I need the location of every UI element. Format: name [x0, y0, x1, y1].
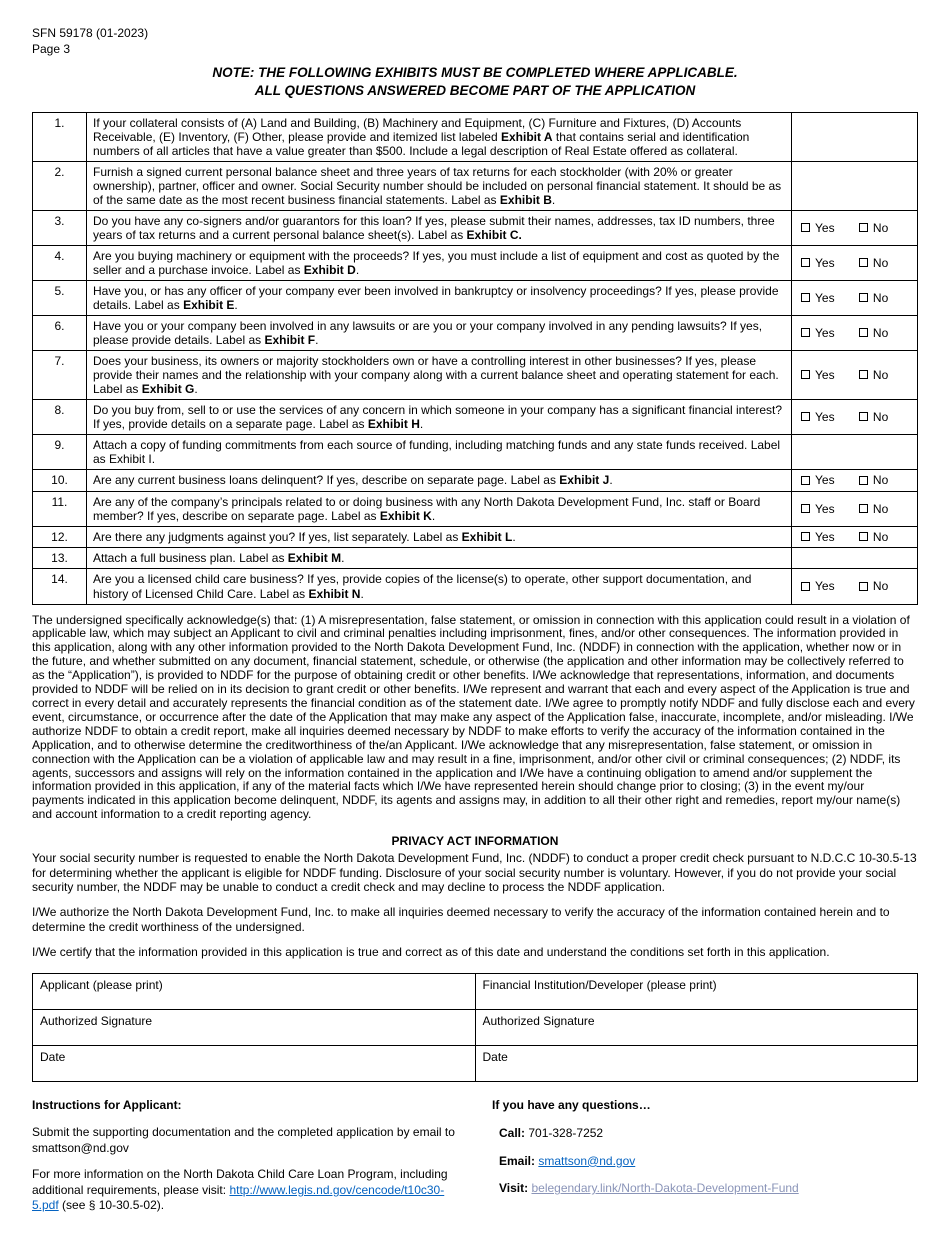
row-text: Are you a licensed child care business? If yes, provide copies of the license(s) to operate, other support documentation, and history of Licensed Child Care. Label as Exhibit N.: [87, 569, 792, 604]
privacy-paragraph-1: Your social security number is requested to enable the North Dakota Development Fund, Inc. (NDDF) to conduct a proper credit check pursuant to N.D.C.C 10-30.5-13 for determining whether the applicant is eligible for NDDF funding. Disclosure of your social security number is voluntary. However, if you do not provide your social security number, the NDDF may be unable to conduct a credit check and may decline to process the NDDF application.: [32, 851, 917, 894]
table-row: [33, 470, 918, 492]
yes-option[interactable]: [801, 291, 835, 305]
yes-option-label: Yes: [815, 529, 835, 544]
row-number: 5.: [33, 280, 87, 315]
row-text: Attach a copy of funding commitments from each source of funding, including matching funds and any state funds received. Label as Exhibit I.: [87, 435, 792, 470]
note-banner: [32, 64, 918, 100]
field-label: Authorized Signature: [40, 1014, 153, 1029]
checkbox-unchecked-icon[interactable]: [859, 504, 868, 513]
checkbox-unchecked-icon[interactable]: [859, 582, 868, 591]
financial-institution-print-field[interactable]: [475, 974, 918, 1010]
row-text: Have you or your company been involved in any lawsuits or are you or your company involved in any pending lawsuits? If yes, please provide details. Label as Exhibit F.: [87, 316, 792, 351]
yes-option[interactable]: [801, 410, 835, 424]
row-text: Do you buy from, sell to or use the services of any concern in which someone in your company has a significant financial interest? If yes, provide details on a separate page. Label as Exhibit H.: [87, 400, 792, 435]
field-label: Financial Institution/Developer (please print): [482, 978, 717, 993]
field-label: Applicant (please print): [40, 978, 163, 993]
phone-number: 701-328-7252: [528, 1126, 604, 1141]
table-row: [33, 491, 918, 526]
questions-section: [490, 1098, 918, 1214]
yes-option-label: Yes: [815, 290, 835, 305]
email-line: [492, 1154, 918, 1170]
email-link[interactable]: smattson@nd.gov: [538, 1153, 636, 1168]
yesno-cell: [792, 161, 918, 210]
applicant-print-field[interactable]: [33, 974, 476, 1010]
questions-heading: If you have any questions…: [492, 1098, 651, 1113]
table-row: [33, 974, 918, 1010]
instructions-section: [32, 1098, 490, 1214]
yes-option-label: Yes: [815, 473, 835, 488]
no-option-label: No: [872, 409, 889, 424]
checkbox-unchecked-icon[interactable]: [859, 370, 868, 379]
call-label: Call:: [499, 1126, 526, 1141]
yesno-cell: [792, 351, 918, 400]
yes-option-label: Yes: [815, 409, 835, 424]
yes-option[interactable]: [801, 256, 835, 270]
yes-option[interactable]: [801, 530, 835, 544]
table-row: [33, 569, 918, 604]
checkbox-unchecked-icon[interactable]: [801, 370, 810, 379]
visit-link[interactable]: belegendary.link/North-Dakota-Development-Fund: [531, 1181, 799, 1196]
yesno-cell: [792, 491, 918, 526]
checkbox-unchecked-icon[interactable]: [859, 532, 868, 541]
field-label: Date: [40, 1050, 66, 1065]
yes-option[interactable]: [801, 221, 835, 235]
no-option-label: No: [872, 367, 889, 382]
visit-line: [492, 1181, 918, 1197]
applicant-signature-field[interactable]: [33, 1010, 476, 1046]
yes-option-label: Yes: [815, 501, 835, 516]
note-line-1: NOTE: THE FOLLOWING EXHIBITS MUST BE COMPLETED WHERE APPLICABLE.: [212, 65, 738, 81]
table-row: [33, 210, 918, 245]
no-option-label: No: [872, 473, 889, 488]
yesno-cell: [792, 112, 918, 161]
yesno-cell: [792, 245, 918, 280]
row-text: Are any of the company’s principals related to or doing business with any North Dakota Development Fund, Inc. staff or Board member? If yes, describe on separate page. Label as Exhibit K.: [87, 491, 792, 526]
row-number: 4.: [33, 245, 87, 280]
yesno-cell: [792, 210, 918, 245]
no-option-label: No: [872, 220, 889, 235]
page-number: Page 3: [32, 41, 71, 56]
instructions-paragraph-1: Submit the supporting documentation and the completed application by email to smattson@nd.gov: [32, 1125, 455, 1155]
table-row: [33, 351, 918, 400]
instructions-paragraph-2-text: For more information on the North Dakota Child Care Loan Program, including additional requirements, please visit:: [32, 1167, 448, 1197]
form-number: SFN 59178 (01-2023): [32, 26, 149, 40]
applicant-date-field[interactable]: [33, 1046, 476, 1082]
note-line-2: ALL QUESTIONS ANSWERED BECOME PART OF THE APPLICATION: [254, 83, 696, 99]
no-option[interactable]: [859, 410, 888, 424]
yes-option-label: Yes: [815, 325, 835, 340]
no-option[interactable]: [859, 473, 888, 487]
checkbox-unchecked-icon[interactable]: [859, 476, 868, 485]
yesno-cell: [792, 400, 918, 435]
table-row: [33, 316, 918, 351]
call-line: [492, 1126, 918, 1142]
checkbox-unchecked-icon[interactable]: [859, 328, 868, 337]
row-text: Furnish a signed current personal balance sheet and three years of tax returns for each stockholder (with 20% or greater ownership), partner, officer and owner. Social Security number should be included on personal financial statement. It should be as of the same date as the most recent business financial statements. Label as Exhibit B.: [87, 161, 792, 210]
no-option[interactable]: [859, 326, 888, 340]
checkbox-unchecked-icon[interactable]: [801, 258, 810, 267]
yesno-cell: [792, 316, 918, 351]
checkbox-unchecked-icon[interactable]: [801, 476, 810, 485]
no-option-label: No: [872, 290, 889, 305]
row-number: 6.: [33, 316, 87, 351]
row-number: 12.: [33, 526, 87, 548]
yesno-cell: [792, 280, 918, 315]
row-number: 7.: [33, 351, 87, 400]
checkbox-unchecked-icon[interactable]: [801, 412, 810, 421]
no-option-label: No: [872, 255, 889, 270]
no-option[interactable]: [859, 502, 888, 516]
yes-option[interactable]: [801, 579, 835, 593]
row-text: Does your business, its owners or majority stockholders own or have a controlling interest in other businesses? If yes, please provide their names and the relationship with your company along with a current balance sheet and operating statement for each. Label as Exhibit G.: [87, 351, 792, 400]
checkbox-unchecked-icon[interactable]: [801, 532, 810, 541]
yes-option[interactable]: [801, 473, 835, 487]
row-number: 9.: [33, 435, 87, 470]
exhibit-table: [32, 112, 918, 605]
no-option-label: No: [872, 579, 889, 594]
table-row: [33, 1010, 918, 1046]
acknowledgment-text: The undersigned specifically acknowledge(s) that: (1) A misrepresentation, false statement, or omission in connection with this application could result in a violation of applicable law, which may subject an Applicant to civil and criminal penalties including imprisonment, fines, and/or other consequences. The information provided in this application, along with any other information provided to the North Dakota Development Fund, Inc. (NDDF) in connection with the application, whether now or in the future, and whether submitted on any document, financial statement, schedule, or otherwise (the application and other information may be collectively referred to as the “Application”), is provided to NDDF for the purpose of obtaining credit or other benefits. I/We acknowledge that representations, information, and documents provided to NDDF will be relied on in its decision to grant credit or other benefits. I/We represent and warrant that each and every aspect of the Application is true and correct in every detail and accurately represents the financial condition as of the statement date. I/We agree to promptly notify NDDF and fully disclose each and every event, circumstance, or occurrence after the date of the Application that may make any aspect of the Application false, inaccurate, incomplete, and/or misleading. I/We authorize NDDF to obtain a credit report, make all inquiries deemed necessary by NDDF to make efforts to verify the accuracy of the information contained in the Application, and to otherwise determine the creditworthiness of the/an Applicant. I/We acknowledge that any misrepresentation, false statement, or omission in connection with the Application can be a violation of applicable law and may result in a fine, imprisonment, and/or other civil or criminal consequences; (2) NDDF, its agents, successors and assigns will rely on the information contained in the application and I/We have a continuing obligation to amend and/or supplement the information provided in this application, if any of the material facts which I/We have represented herein should change prior to closing; (3) in the event my/our payments indicated in this application become delinquent, NDDF, its agents and assigns may, in addition to all their other right and remedies, report my/our name(s) and account information to a credit reporting agency.: [32, 612, 915, 822]
no-option-label: No: [872, 325, 889, 340]
row-text: Are any current business loans delinquent? If yes, describe on separate page. Label as Exhibit J.: [87, 470, 792, 492]
checkbox-unchecked-icon[interactable]: [859, 293, 868, 302]
yes-option[interactable]: [801, 326, 835, 340]
visit-label: Visit:: [499, 1181, 529, 1196]
checkbox-unchecked-icon[interactable]: [859, 258, 868, 267]
row-number: 10.: [33, 470, 87, 492]
privacy-act-heading: PRIVACY ACT INFORMATION: [391, 834, 559, 849]
table-row: [33, 161, 918, 210]
yesno-cell: [792, 569, 918, 604]
checkbox-unchecked-icon[interactable]: [801, 293, 810, 302]
email-label: Email:: [499, 1153, 536, 1168]
no-option[interactable]: [859, 256, 888, 270]
checkbox-unchecked-icon[interactable]: [801, 504, 810, 513]
cencode-pdf-link[interactable]: http://www.legis.nd.gov/cencode/t10c30-5.pdf: [32, 1182, 445, 1213]
checkbox-unchecked-icon[interactable]: [859, 412, 868, 421]
financial-institution-date-field[interactable]: [475, 1046, 918, 1082]
table-row: [33, 526, 918, 548]
privacy-paragraph-3: I/We certify that the information provided in this application is true and correct as of this date and understand the conditions set forth in this application.: [32, 945, 830, 960]
no-option[interactable]: [859, 368, 888, 382]
financial-institution-signature-field[interactable]: [475, 1010, 918, 1046]
table-row: [33, 400, 918, 435]
yesno-cell: [792, 548, 918, 569]
yesno-cell: [792, 470, 918, 492]
no-option[interactable]: [859, 579, 888, 593]
row-number: 3.: [33, 210, 87, 245]
table-row: [33, 548, 918, 569]
row-text: If your collateral consists of (A) Land and Building, (B) Machinery and Equipment, (C) Furniture and Fixtures, (D) Accounts Receivable, (E) Inventory, (F) Other, please provide and itemized list labeled Exhibit A that contains serial and identification numbers of all articles that have a value greater than $500. Include a legal description of Real Estate offered as collateral.: [87, 112, 792, 161]
row-text: Attach a full business plan. Label as Exhibit M.: [87, 548, 792, 569]
checkbox-unchecked-icon[interactable]: [801, 223, 810, 232]
signature-table: [32, 973, 918, 1082]
yes-option-label: Yes: [815, 255, 835, 270]
table-row: [33, 245, 918, 280]
row-number: 2.: [33, 161, 87, 210]
yes-option-label: Yes: [815, 220, 835, 235]
yesno-cell: [792, 526, 918, 548]
row-text: Are you buying machinery or equipment with the proceeds? If yes, you must include a list of equipment and cost as quoted by the seller and a purchase invoice. Label as Exhibit D.: [87, 245, 792, 280]
row-number: 11.: [33, 491, 87, 526]
row-text: Have you, or has any officer of your company ever been involved in bankruptcy or insolvency proceedings? If yes, please provide details. Label as Exhibit E.: [87, 280, 792, 315]
instructions-paragraph-2-suffix: (see § 10-30.5-02).: [58, 1198, 165, 1213]
footer: [32, 1098, 918, 1214]
yes-option-label: Yes: [815, 367, 835, 382]
table-row: [33, 280, 918, 315]
yes-option[interactable]: [801, 502, 835, 516]
yes-option-label: Yes: [815, 579, 835, 594]
no-option[interactable]: [859, 221, 888, 235]
table-row: [33, 112, 918, 161]
privacy-paragraph-2: I/We authorize the North Dakota Development Fund, Inc. to make all inquiries deemed necessary to verify the accuracy of the information contained herein and to determine the credit worthiness of the undersigned.: [32, 905, 890, 934]
field-label: Authorized Signature: [482, 1014, 595, 1029]
checkbox-unchecked-icon[interactable]: [801, 328, 810, 337]
row-number: 14.: [33, 569, 87, 604]
row-text: Do you have any co-signers and/or guarantors for this loan? If yes, please submit their names, addresses, tax ID numbers, three years of tax returns and a current personal balance sheet(s). Label as Exhibit C.: [87, 210, 792, 245]
no-option[interactable]: [859, 530, 888, 544]
yesno-cell: [792, 435, 918, 470]
field-label: Date: [482, 1050, 508, 1065]
no-option[interactable]: [859, 291, 888, 305]
yes-option[interactable]: [801, 368, 835, 382]
checkbox-unchecked-icon[interactable]: [859, 223, 868, 232]
instructions-heading: Instructions for Applicant:: [32, 1098, 182, 1113]
table-row: [33, 1046, 918, 1082]
instructions-paragraph-2: [32, 1167, 460, 1214]
checkbox-unchecked-icon[interactable]: [801, 582, 810, 591]
no-option-label: No: [872, 529, 889, 544]
no-option-label: No: [872, 501, 889, 516]
form-header: [32, 26, 918, 57]
row-number: 13.: [33, 548, 87, 569]
row-number: 1.: [33, 112, 87, 161]
row-text: Are there any judgments against you? If yes, list separately. Label as Exhibit L.: [87, 526, 792, 548]
table-row: [33, 435, 918, 470]
row-number: 8.: [33, 400, 87, 435]
